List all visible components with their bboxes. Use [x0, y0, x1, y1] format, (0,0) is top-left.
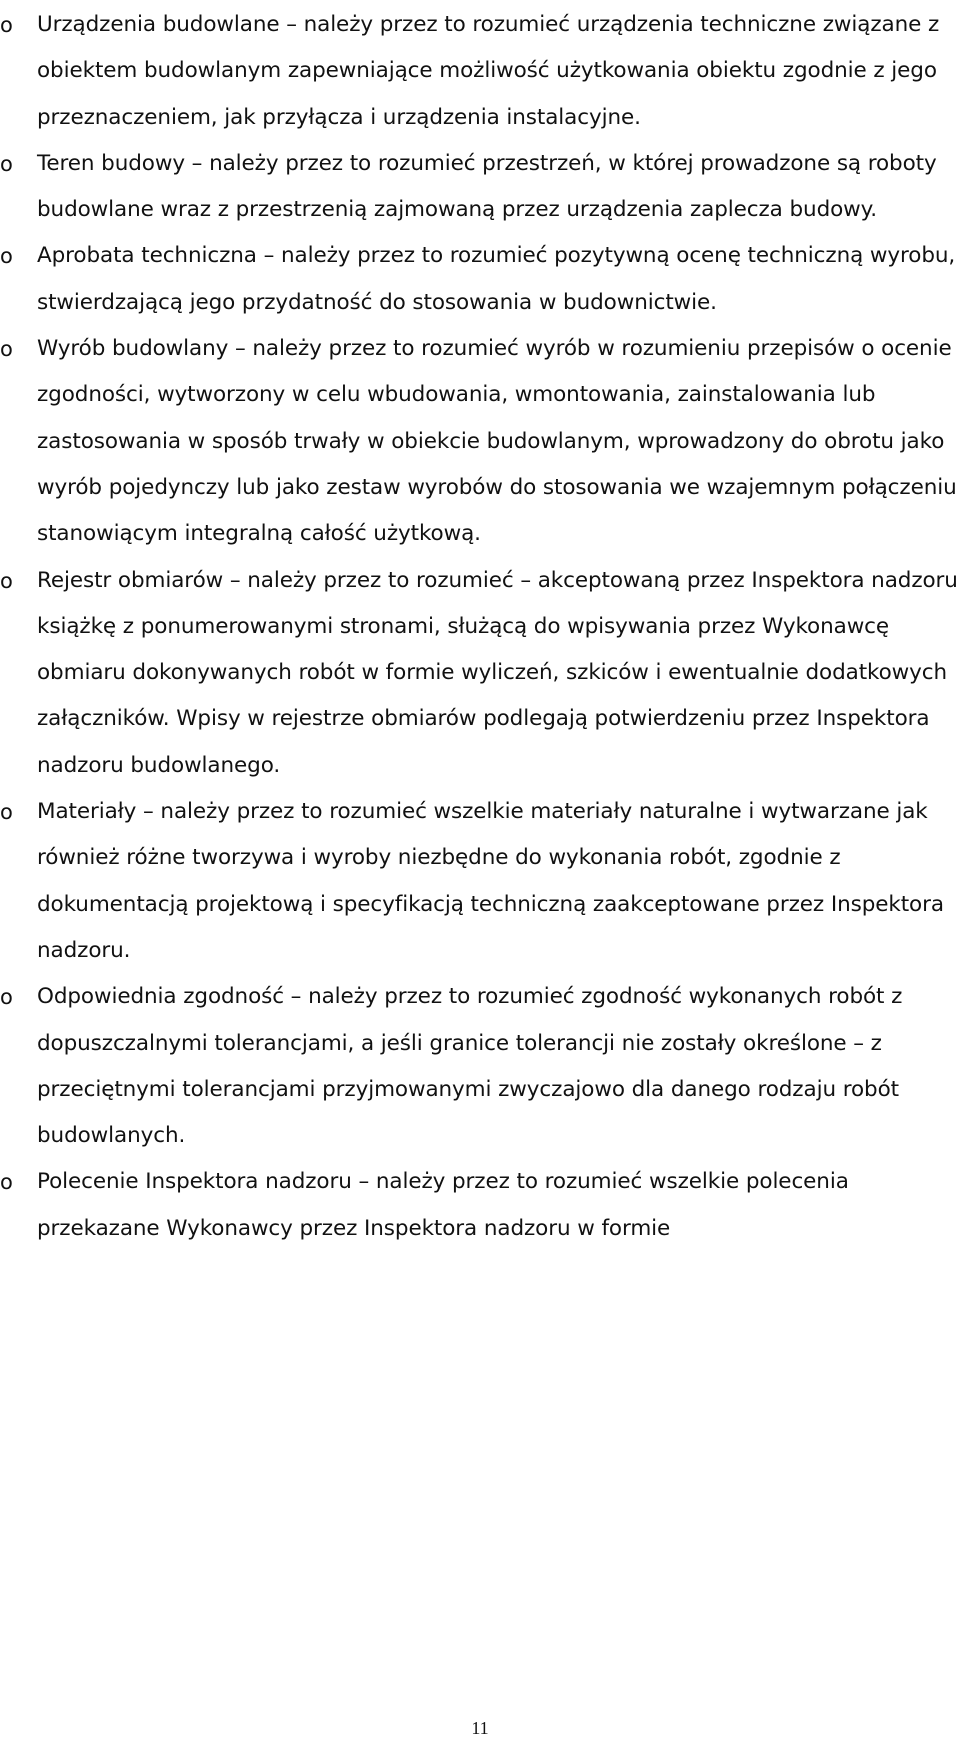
- definition-item-aprobata-techniczna: [0, 233, 958, 326]
- definition-list: [0, 2, 958, 1252]
- definition-item-materialy: [0, 789, 958, 974]
- definition-item-rejestr-obmiarow: [0, 558, 958, 789]
- bullet-marker: o: [0, 151, 13, 176]
- page-number: 11: [471, 1718, 489, 1738]
- definition-item-urzadzenia-budowlane: [0, 2, 958, 141]
- definition-text: Materiały – należy przez to rozumieć wszelkie materiały naturalne i wytwarzane jak również różne tworzywa i wyroby niezbędne do wykonania robót, zgodnie z dokumentacją projektową i specyfikacją techniczną zaakceptowane przez Inspektora nadzoru.: [37, 799, 944, 963]
- definition-item-teren-budowy: [0, 141, 958, 234]
- definition-item-polecenie-inspektora: [0, 1159, 958, 1252]
- bullet-marker: o: [0, 13, 13, 37]
- bullet-marker: o: [0, 800, 13, 825]
- bullet-marker: o: [0, 568, 13, 593]
- bullet-marker: o: [0, 244, 13, 269]
- definition-text: Odpowiednia zgodność – należy przez to rozumieć zgodność wykonanych robót z dopuszczalnymi tolerancjami, a jeśli granice tolerancji nie zostały określone – z przeciętnymi tolerancjami przyjmowanymi zwyczajowo dla danego rodzaju robót budowlanych.: [37, 984, 903, 1149]
- definition-text: Wyrób budowlany – należy przez to rozumieć wyrób w rozumieniu przepisów o ocenie zgodności, wytworzony w celu wbudowania, wmontowania, zainstalowania lub zastosowania w sposób trwały w obiekcie budowlanym, wprowadzony do obrotu jako wyrób pojedynczy lub jako zestaw wyrobów do stosowania we wzajemnym połączeniu stanowiącym integralną całość użytkową.: [37, 336, 957, 547]
- definition-text: Polecenie Inspektora nadzoru – należy przez to rozumieć wszelkie polecenia przekazane Wykonawcy przez Inspektora nadzoru w formie: [37, 1169, 849, 1241]
- definition-item-wyrob-budowlany: [0, 326, 958, 557]
- bullet-marker: o: [0, 985, 13, 1010]
- bullet-marker: o: [0, 337, 13, 362]
- bullet-marker: o: [0, 1170, 13, 1195]
- definition-text: Aprobata techniczna – należy przez to rozumieć pozytywną ocenę techniczną wyrobu, stwierdzającą jego przydatność do stosowania w budownictwie.: [37, 243, 956, 315]
- definition-item-odpowiednia-zgodnosc: [0, 974, 958, 1159]
- definition-text: Teren budowy – należy przez to rozumieć przestrzeń, w której prowadzone są roboty budowlane wraz z przestrzenią zajmowaną przez urządzenia zaplecza budowy.: [37, 150, 937, 223]
- definition-text: Rejestr obmiarów – należy przez to rozumieć – akceptowaną przez Inspektora nadzoru książkę z ponumerowanymi stronami, służącą do wpisywania przez Wykonawcę obmiaru dokonywanych robót w formie wyliczeń, szkiców i ewentualnie dodatkowych załączników. Wpisy w rejestrze obmiarów podlegają potwierdzeniu przez Inspektora nadzoru budowlanego.: [37, 567, 958, 778]
- definition-text: Urządzenia budowlane – należy przez to rozumieć urządzenia techniczne związane z obiektem budowlanym zapewniające możliwość użytkowania obiektu zgodnie z jego przeznaczeniem, jak przyłącza i urządzenia instalacyjne.: [37, 12, 940, 130]
